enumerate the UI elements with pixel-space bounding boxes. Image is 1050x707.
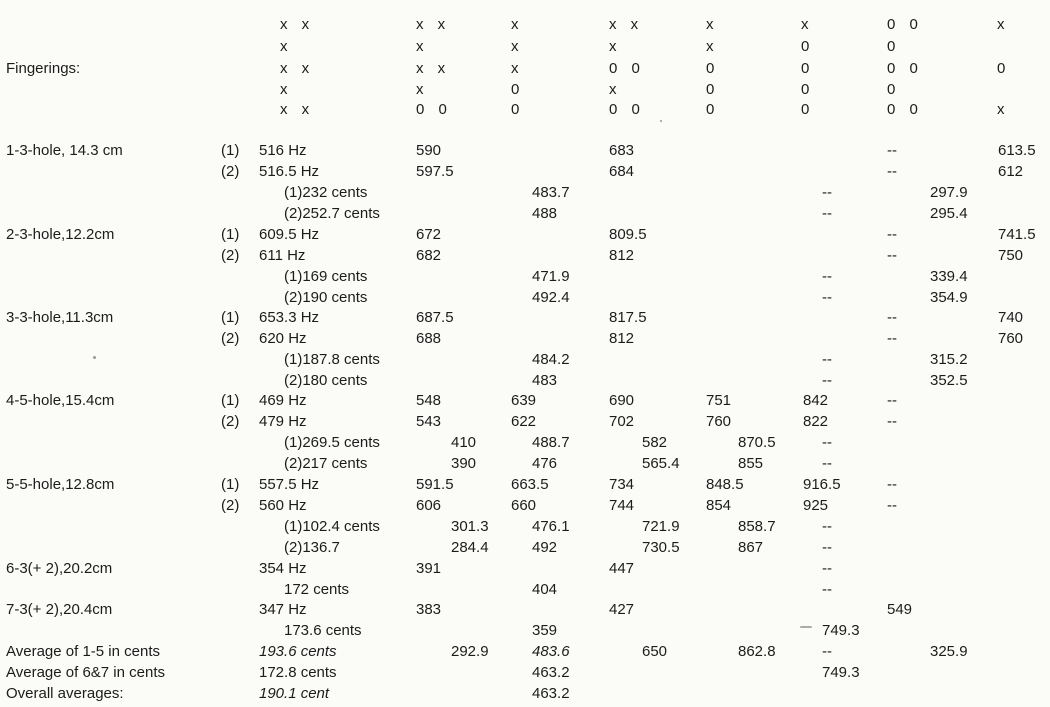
table-cell: 672 [416, 226, 442, 243]
fingering-mark: 0 0 [887, 16, 923, 33]
table-cell: 611 Hz [259, 247, 306, 264]
table-cell: 870.5 [738, 434, 776, 451]
fingering-mark: 0 [997, 60, 1011, 77]
table-cell: -- [887, 309, 897, 326]
fingering-mark: x [511, 38, 524, 55]
table-cell: -- [887, 247, 897, 264]
table-cell: 543 [416, 413, 442, 430]
table-cell: 339.4 [930, 268, 968, 285]
fingering-mark: 0 [801, 81, 815, 98]
scan-speck [660, 120, 662, 122]
table-cell: 734 [609, 476, 635, 493]
table-cell: 582 [642, 434, 668, 451]
table-cell: 650 [642, 643, 668, 660]
fingerings-label: Fingerings: [6, 60, 81, 77]
row-label: Average of 1-5 in cents [6, 643, 160, 660]
table-cell: 295.4 [930, 205, 968, 222]
table-cell: 812 [609, 330, 635, 347]
table-cell: 688 [416, 330, 442, 347]
trial-marker: (1) [221, 309, 240, 326]
table-cell: 620 Hz [259, 330, 307, 347]
table-cell: 822 [803, 413, 829, 430]
table-cell: 622 [511, 413, 537, 430]
table-cell: 854 [706, 497, 732, 514]
table-cell: 391 [416, 560, 442, 577]
table-cell: 749.3 [822, 622, 860, 639]
table-cell: 297.9 [930, 184, 968, 201]
table-cell: (2)217 cents [284, 455, 368, 472]
row-label: 2-3-hole,12.2cm [6, 226, 115, 243]
table-cell: -- [887, 226, 897, 243]
fingering-mark: x [416, 81, 429, 98]
scan-speck [93, 356, 96, 359]
table-cell: (1)187.8 cents [284, 351, 380, 368]
fingering-mark: x x [280, 16, 315, 33]
table-cell: 744 [609, 497, 635, 514]
fingering-mark: 0 0 [609, 101, 645, 118]
table-cell: 740 [998, 309, 1024, 326]
table-cell: 427 [609, 601, 635, 618]
table-cell: (1)169 cents [284, 268, 368, 285]
fingering-mark: x [997, 101, 1010, 118]
table-cell: 750 [998, 247, 1024, 264]
trial-marker: (2) [221, 247, 240, 264]
table-cell: -- [887, 497, 897, 514]
table-cell: 483.6 [532, 643, 570, 660]
table-cell: 383 [416, 601, 442, 618]
fingering-mark: 0 [706, 60, 720, 77]
trial-marker: (2) [221, 163, 240, 180]
table-cell: 751 [706, 392, 732, 409]
table-cell: -- [822, 434, 832, 451]
fingering-mark: x [280, 81, 293, 98]
table-cell: 447 [609, 560, 635, 577]
table-cell: -- [887, 413, 897, 430]
table-cell: -- [822, 455, 832, 472]
table-cell: 663.5 [511, 476, 549, 493]
trial-marker: (2) [221, 413, 240, 430]
table-cell: 347 Hz [259, 601, 307, 618]
table-cell: 172 cents [284, 581, 350, 598]
table-cell: (2)252.7 cents [284, 205, 380, 222]
table-cell: 858.7 [738, 518, 776, 535]
table-cell: 557.5 Hz [259, 476, 320, 493]
table-cell: -- [887, 163, 897, 180]
table-cell: 848.5 [706, 476, 744, 493]
table-cell: 609.5 Hz [259, 226, 320, 243]
table-cell: 613.5 [998, 142, 1036, 159]
fingering-mark: x x [280, 101, 315, 118]
table-cell: 760 [998, 330, 1024, 347]
table-cell: 639 [511, 392, 537, 409]
table-cell: 173.6 cents [284, 622, 362, 639]
table-cell: 565.4 [642, 455, 680, 472]
row-label: 5-5-hole,12.8cm [6, 476, 115, 493]
table-cell: (2)180 cents [284, 372, 368, 389]
trial-marker: (1) [221, 226, 240, 243]
table-cell: 660 [511, 497, 537, 514]
table-cell: 469 Hz [259, 392, 307, 409]
table-cell: -- [887, 476, 897, 493]
table-cell: 488 [532, 205, 558, 222]
table-cell: -- [887, 142, 897, 159]
table-cell: 488.7 [532, 434, 570, 451]
table-cell: 702 [609, 413, 635, 430]
fingering-mark: 0 [706, 101, 720, 118]
table-cell: 760 [706, 413, 732, 430]
row-label: 3-3-hole,11.3cm [6, 309, 114, 326]
fingering-mark: x x [280, 60, 315, 77]
table-cell: 842 [803, 392, 829, 409]
scan-speck [800, 626, 812, 628]
fingering-mark: x [511, 60, 524, 77]
table-cell: 315.2 [930, 351, 968, 368]
fingering-mark: 0 0 [887, 101, 923, 118]
table-cell: 292.9 [451, 643, 489, 660]
table-cell: 476.1 [532, 518, 570, 535]
table-cell: 591.5 [416, 476, 454, 493]
table-cell: 471.9 [532, 268, 570, 285]
table-cell: 809.5 [609, 226, 647, 243]
table-cell: 354 Hz [259, 560, 307, 577]
table-cell: -- [887, 330, 897, 347]
table-cell: 862.8 [738, 643, 776, 660]
table-cell: 410 [451, 434, 477, 451]
table-cell: -- [822, 351, 832, 368]
table-cell: 484.2 [532, 351, 570, 368]
table-cell: 325.9 [930, 643, 968, 660]
fingering-mark: x [416, 38, 429, 55]
table-cell: -- [822, 205, 832, 222]
row-label: 6-3(+ 2),20.2cm [6, 560, 113, 577]
fingering-mark: x [801, 16, 814, 33]
fingering-mark: 0 [801, 60, 815, 77]
table-cell: 193.6 cents [259, 643, 337, 660]
fingering-mark: 0 [887, 81, 901, 98]
fingering-mark: x [706, 38, 719, 55]
table-cell: 721.9 [642, 518, 680, 535]
table-cell: -- [822, 184, 832, 201]
table-cell: (1)269.5 cents [284, 434, 380, 451]
table-cell: 606 [416, 497, 442, 514]
table-cell: 190.1 cent [259, 685, 330, 702]
table-cell: 684 [609, 163, 635, 180]
table-cell: -- [822, 539, 832, 556]
table-cell: -- [822, 268, 832, 285]
fingering-mark: 0 0 [416, 101, 452, 118]
table-cell: 359 [532, 622, 558, 639]
table-cell: -- [822, 518, 832, 535]
fingering-mark: x [511, 16, 524, 33]
table-cell: 301.3 [451, 518, 489, 535]
trial-marker: (1) [221, 476, 240, 493]
table-cell: -- [887, 392, 897, 409]
table-cell: 682 [416, 247, 442, 264]
table-cell: 549 [887, 601, 913, 618]
table-cell: 390 [451, 455, 477, 472]
fingering-mark: 0 [706, 81, 720, 98]
table-cell: 741.5 [998, 226, 1036, 243]
row-label: 7-3(+ 2),20.4cm [6, 601, 113, 618]
table-cell: 590 [416, 142, 442, 159]
table-cell: 730.5 [642, 539, 680, 556]
table-cell: 463.2 [532, 685, 570, 702]
table-cell: (2)136.7 [284, 539, 340, 556]
table-cell: 516.5 Hz [259, 163, 320, 180]
row-label: 4-5-hole,15.4cm [6, 392, 115, 409]
table-cell: -- [822, 372, 832, 389]
table-cell: 683 [609, 142, 635, 159]
table-cell: 916.5 [803, 476, 841, 493]
table-cell: 483 [532, 372, 558, 389]
fingering-mark: x [280, 38, 293, 55]
table-cell: (1)102.4 cents [284, 518, 380, 535]
row-label: Overall averages: [6, 685, 124, 702]
table-cell: 690 [609, 392, 635, 409]
table-cell: 463.2 [532, 664, 570, 681]
table-cell: 476 [532, 455, 558, 472]
fingering-mark: x x [416, 60, 451, 77]
table-cell: 812 [609, 247, 635, 264]
fingering-mark: 0 [801, 101, 815, 118]
table-cell: (1)232 cents [284, 184, 368, 201]
table-cell: 597.5 [416, 163, 454, 180]
table-cell: 284.4 [451, 539, 489, 556]
trial-marker: (2) [221, 330, 240, 347]
row-label: 1-3-hole, 14.3 cm [6, 142, 123, 159]
table-cell: 867 [738, 539, 764, 556]
fingering-mark: x [997, 16, 1010, 33]
table-cell: 352.5 [930, 372, 968, 389]
table-cell: -- [822, 643, 832, 660]
fingering-mark: x x [416, 16, 451, 33]
trial-marker: (1) [221, 142, 240, 159]
fingering-mark: x [706, 16, 719, 33]
table-cell: 516 Hz [259, 142, 307, 159]
fingering-mark: 0 [887, 38, 901, 55]
fingering-mark: 0 [801, 38, 815, 55]
trial-marker: (2) [221, 497, 240, 514]
table-cell: 817.5 [609, 309, 647, 326]
table-cell: 404 [532, 581, 558, 598]
table-cell: 653.3 Hz [259, 309, 320, 326]
table-cell: -- [822, 581, 832, 598]
table-cell: 687.5 [416, 309, 454, 326]
table-cell: 749.3 [822, 664, 860, 681]
row-label: Average of 6&7 in cents [6, 664, 165, 681]
table-cell: -- [822, 560, 832, 577]
table-cell: 492.4 [532, 289, 570, 306]
table-cell: 483.7 [532, 184, 570, 201]
table-cell: 925 [803, 497, 829, 514]
table-cell: 479 Hz [259, 413, 307, 430]
table-cell: (2)190 cents [284, 289, 368, 306]
table-cell: -- [822, 289, 832, 306]
fingering-mark: 0 0 [609, 60, 645, 77]
table-cell: 172.8 cents [259, 664, 337, 681]
table-cell: 560 Hz [259, 497, 307, 514]
table-cell: 855 [738, 455, 764, 472]
table-cell: 548 [416, 392, 442, 409]
table-cell: 612 [998, 163, 1024, 180]
fingering-mark: x [609, 38, 622, 55]
fingering-mark: 0 [511, 81, 525, 98]
fingering-mark: x [609, 81, 622, 98]
fingering-mark: 0 0 [887, 60, 923, 77]
fingering-mark: x x [609, 16, 644, 33]
table-cell: 354.9 [930, 289, 968, 306]
table-cell: 492 [532, 539, 558, 556]
fingering-mark: 0 [511, 101, 525, 118]
trial-marker: (1) [221, 392, 240, 409]
